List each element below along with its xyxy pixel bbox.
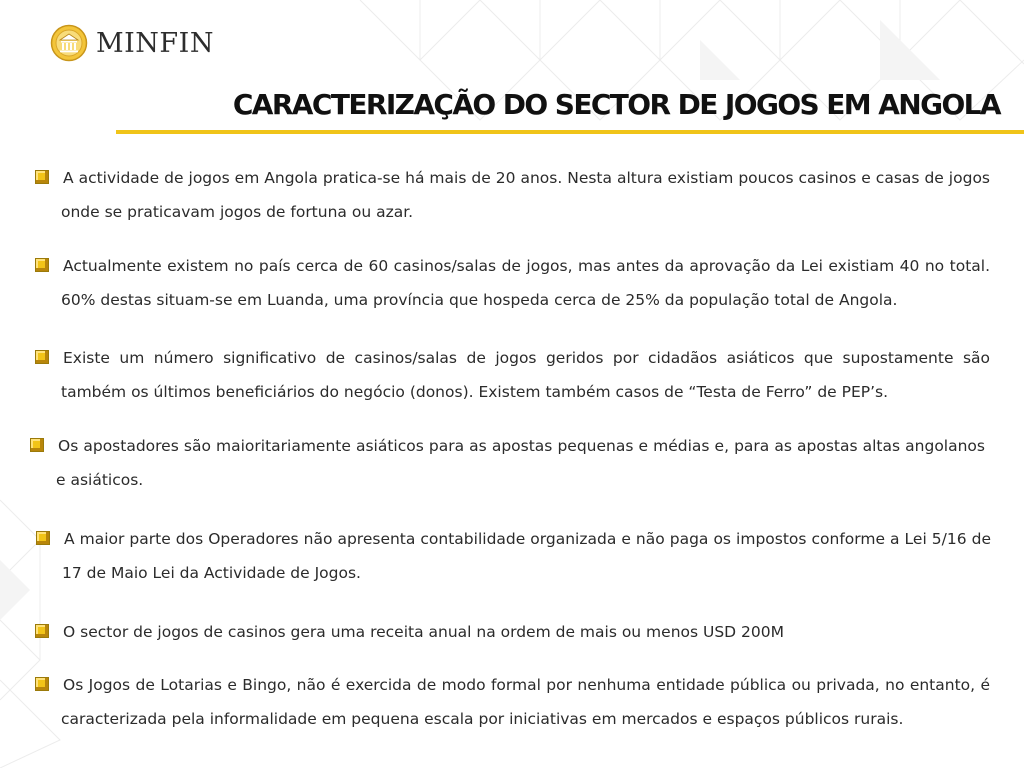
ministry-emblem-icon bbox=[50, 24, 88, 62]
bullet-item bbox=[35, 341, 990, 409]
bullet-text: Existe um número significativo de casinos/salas de jogos geridos por cidadãos asiáticos que supostamente são também os últimos beneficiários do negócio (donos). Existem também casos de “Testa de Ferro” de PEP’s. bbox=[61, 349, 990, 401]
bullet-item bbox=[35, 249, 990, 317]
page-title: CARACTERIZAÇÃO DO SECTOR DE JOGOS EM ANGOLA bbox=[232, 88, 1000, 121]
checkbox-bullet-icon bbox=[30, 438, 44, 452]
bullet-text: A maior parte dos Operadores não apresenta contabilidade organizada e não paga os impostos conforme a Lei 5/16 de 17 de Maio Lei da Actividade de Jogos. bbox=[62, 530, 991, 582]
checkbox-bullet-icon bbox=[35, 350, 49, 364]
bullet-text: A actividade de jogos em Angola pratica-se há mais de 20 anos. Nesta altura existiam poucos casinos e casas de jogos onde se praticavam jogos de fortuna ou azar. bbox=[61, 169, 990, 221]
title-underline bbox=[116, 130, 1024, 134]
bullet-text: O sector de jogos de casinos gera uma receita anual na ordem de mais ou menos USD 200M bbox=[63, 623, 785, 641]
bullet-item bbox=[30, 429, 985, 497]
checkbox-bullet-icon bbox=[35, 677, 49, 691]
logo-text: MINFIN bbox=[96, 28, 214, 59]
checkbox-bullet-icon bbox=[35, 624, 49, 638]
minfin-logo bbox=[50, 24, 214, 64]
checkbox-bullet-icon bbox=[36, 531, 50, 545]
checkbox-bullet-icon bbox=[35, 258, 49, 272]
bullet-text: Actualmente existem no país cerca de 60 casinos/salas de jogos, mas antes da aprovação da Lei existiam 40 no total. 60% destas situam-se em Luanda, uma província que hospeda cerca de 25% da população total de Angola. bbox=[61, 257, 990, 309]
checkbox-bullet-icon bbox=[35, 170, 49, 184]
bullet-item bbox=[35, 615, 990, 649]
bullet-item bbox=[36, 522, 991, 590]
bullet-text: Os Jogos de Lotarias e Bingo, não é exercida de modo formal por nenhuma entidade pública ou privada, no entanto, é caracterizada pela informalidade em pequena escala por iniciativas em mercados e espaços públicos rurais. bbox=[61, 676, 990, 728]
bullet-text: Os apostadores são maioritariamente asiáticos para as apostas pequenas e médias e, para as apostas altas angolanos e asiáticos. bbox=[56, 437, 985, 489]
bullet-item bbox=[35, 161, 990, 229]
bullet-item bbox=[35, 668, 990, 736]
